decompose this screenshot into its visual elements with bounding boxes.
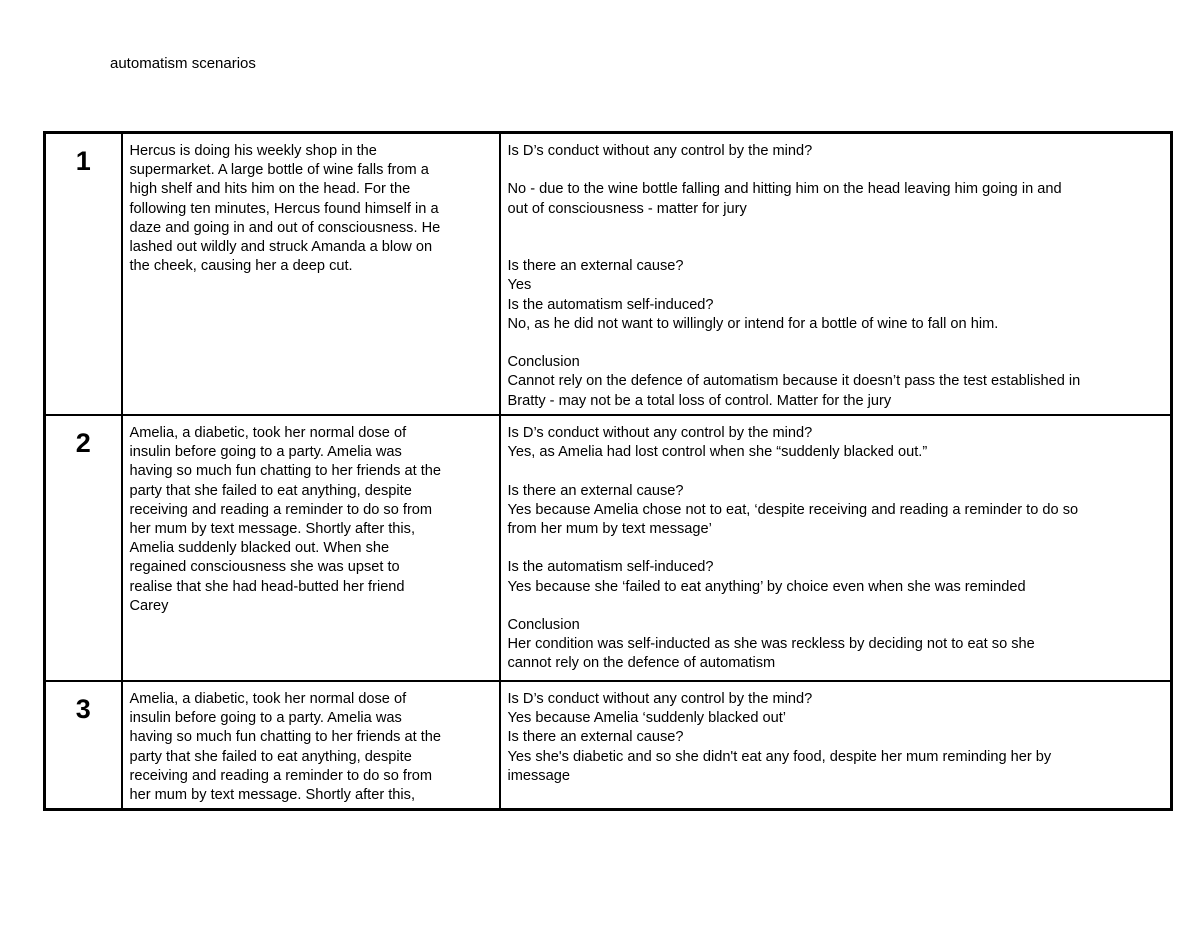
answer-conduct: Yes, as Amelia had lost control when she “suddenly blacked out.” [507, 444, 928, 461]
scenario-line: party that she failed to eat anything, despite [129, 748, 412, 765]
scenario-line: the cheek, causing her a deep cut. [129, 258, 353, 275]
table-row [45, 415, 1172, 681]
scenario-line: receiving and reading a reminder to do so from [129, 501, 433, 518]
scenario-line: high shelf and hits him on the head. For the [129, 181, 411, 198]
row-number: 2 [75, 428, 91, 458]
row-number: 3 [75, 694, 91, 724]
answer-external-cause: from her mum by text message’ [507, 521, 712, 537]
question-external-cause: Is there an external cause? [507, 729, 684, 746]
answer-external-cause: Yes because Amelia chose not to eat, ‘despite receiving and reading a reminder to do so [507, 501, 1079, 518]
scenario-line: following ten minutes, Hercus found himself in a [129, 200, 439, 217]
question-external-cause: Is there an external cause? [507, 258, 684, 275]
answer-conduct: No - due to the wine bottle falling and hitting him on the head leaving him going in and [507, 181, 1062, 198]
table-row [45, 681, 1172, 810]
scenario-line: supermarket. A large bottle of wine falls from a [129, 162, 429, 179]
scenario-line: her mum by text message. Shortly after this, [129, 521, 415, 538]
document-title: automatism scenarios [110, 55, 256, 72]
question-conduct: Is D’s conduct without any control by the mind? [507, 425, 813, 441]
scenario-line: having so much fun chatting to her friends at the [129, 729, 442, 746]
answer-self-induced: No, as he did not want to willingly or intend for a bottle of wine to fall on him. [507, 315, 999, 332]
scenario-cell [122, 681, 500, 810]
question-self-induced: Is the automatism self-induced? [507, 559, 714, 576]
scenario-line: insulin before going to a party. Amelia was [129, 710, 402, 727]
scenario-line: receiving and reading a reminder to do so from [129, 767, 433, 784]
scenario-cell [122, 133, 500, 416]
scenario-line: realise that she had head-butted her friend [129, 578, 405, 595]
analysis-cell [500, 133, 1172, 416]
scenario-line: insulin before going to a party. Amelia was [129, 444, 402, 461]
answer-external-cause: Yes she's diabetic and so she didn't eat any food, despite her mum reminding her by [507, 748, 1052, 765]
answer-external-cause: imessage [507, 767, 570, 784]
question-conduct: Is D’s conduct without any control by the mind? [507, 691, 813, 707]
scenario-line: party that she failed to eat anything, despite [129, 482, 412, 499]
question-self-induced: Is the automatism self-induced? [507, 296, 714, 313]
analysis-cell [500, 681, 1172, 810]
conclusion-text: Cannot rely on the defence of automatism because it doesn’t pass the test established in [507, 373, 1081, 390]
question-conduct: Is D’s conduct without any control by the mind? [507, 143, 813, 159]
scenario-line: daze and going in and out of consciousness. He [129, 219, 441, 236]
conclusion-label: Conclusion [507, 616, 580, 633]
answer-external-cause: Yes [507, 277, 532, 294]
scenario-line: lashed out wildly and struck Amanda a blow on [129, 239, 433, 256]
scenario-line: Amelia, a diabetic, took her normal dose of [129, 691, 407, 707]
row-number-cell [45, 415, 122, 681]
row-number-cell [45, 681, 122, 810]
conclusion-text: Her condition was self-inducted as she was reckless by deciding not to eat so she [507, 636, 1035, 653]
question-external-cause: Is there an external cause? [507, 482, 684, 499]
conclusion-text: Bratty - may not be a total loss of control. Matter for the jury [507, 392, 892, 409]
scenarios-table [43, 131, 1173, 811]
answer-conduct: Yes because Amelia ‘suddenly blacked out’ [507, 710, 787, 727]
answer-conduct: out of consciousness - matter for jury [507, 200, 747, 217]
scenario-line: Amelia, a diabetic, took her normal dose of [129, 425, 407, 441]
scenario-line: Carey [129, 597, 169, 614]
analysis-cell [500, 415, 1172, 681]
conclusion-text: cannot rely on the defence of automatism [507, 655, 776, 672]
scenario-cell [122, 415, 500, 681]
answer-self-induced: Yes because she ‘failed to eat anything’ by choice even when she was reminded [507, 578, 1026, 595]
row-number-cell [45, 133, 122, 416]
scenario-line: Amelia suddenly blacked out. When she [129, 540, 390, 557]
scenario-line: her mum by text message. Shortly after this, [129, 787, 415, 804]
scenario-line: regained consciousness she was upset to [129, 559, 400, 576]
table-row [45, 133, 1172, 416]
scenario-line: having so much fun chatting to her friends at the [129, 463, 442, 480]
conclusion-label: Conclusion [507, 354, 580, 371]
row-number: 1 [75, 146, 91, 176]
scenario-line: Hercus is doing his weekly shop in the [129, 143, 377, 159]
